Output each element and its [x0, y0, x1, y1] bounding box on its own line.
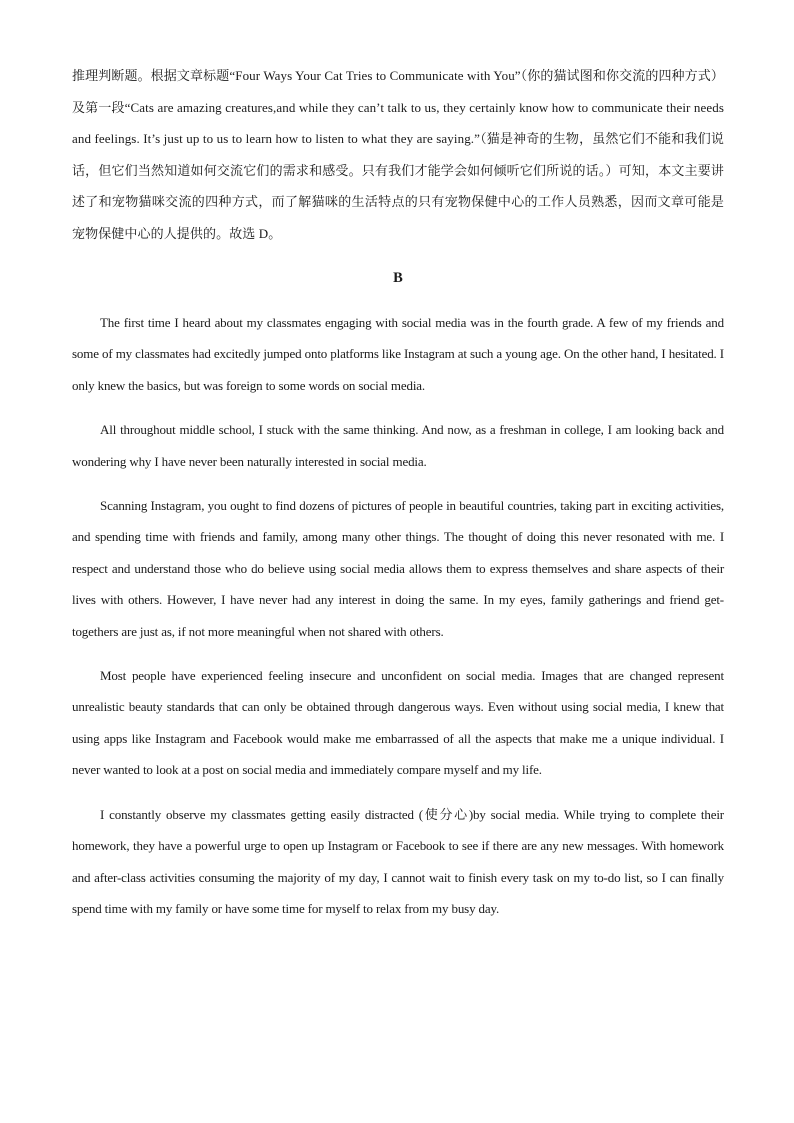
passage-paragraph-1: The first time I heard about my classmates engaging with social media was in the fourth grade. A few of my friends and some of my classmates had excitedly jumped onto platforms like Instagram at such a young age. On the other hand, I hesitated. I only knew the basics, but was foreign to some words on social media. [72, 315, 724, 393]
passage-paragraph-3: Scanning Instagram, you ought to find dozens of pictures of people in beautiful countries, taking part in exciting activities, and spending time with friends and family, among many other things. The thought of doing this never resonated with me. I respect and understand those who do believe using social media allows them to express themselves and share aspects of their lives with others. However, I have never had any interest in doing the same. In my eyes, family gatherings and friend get-togethers are just as, if not more meaningful when not shared with others. [72, 498, 724, 639]
section-heading: B [393, 270, 403, 286]
passage-paragraph-4: Most people have experienced feeling insecure and unconfident on social media. Images that are changed represent unrealistic beauty standards that can only be obtained through dangerous ways. Even without using social media, I knew that using apps like Instagram and Facebook would make me embarrassed of all the aspects that make me a unique individual. I never wanted to look at a post on social media and immediately compare myself and my life. [72, 668, 724, 778]
passage-paragraph-5: I constantly observe my classmates getting easily distracted (使分心)by social media. While trying to complete their homework, they have a powerful urge to open up Instagram or Facebook to see if there are any new messages. With homework and after-class activities consuming the majority of my day, I cannot wait to finish every task on my to-do list, so I can finally spend time with my family or have some time for myself to relax from my busy day. [72, 806, 724, 916]
passage-paragraph-2: All throughout middle school, I stuck with the same thinking. And now, as a freshman in college, I am looking back and wondering why I have never been naturally interested in social media. [72, 422, 724, 469]
answer-explanation: 推理判断题。根据文章标题“Four Ways Your Cat Tries to Communicate with You”（你的猫试图和你交流的四种方式）及第一段“Cats are amazing creatures,and while they can’t talk to us, they certainly know how to communicate their needs and feelings. It’s just up to us to learn how to listen to what they are saying.”（猫是神奇的生物，虽然它们不能和我们说话，但它们当然知道如何交流它们的需求和感受。只有我们才能学会如何倾听它们所说的话。）可知，本文主要讲述了和宠物猫咪交流的四种方式，而了解猫咪的生活特点的只有宠物保健中心的工作人员熟悉，因而文章可能是宠物保健中心的人提供的。故选 D。 [72, 68, 724, 241]
document-page [72, 60, 724, 937]
